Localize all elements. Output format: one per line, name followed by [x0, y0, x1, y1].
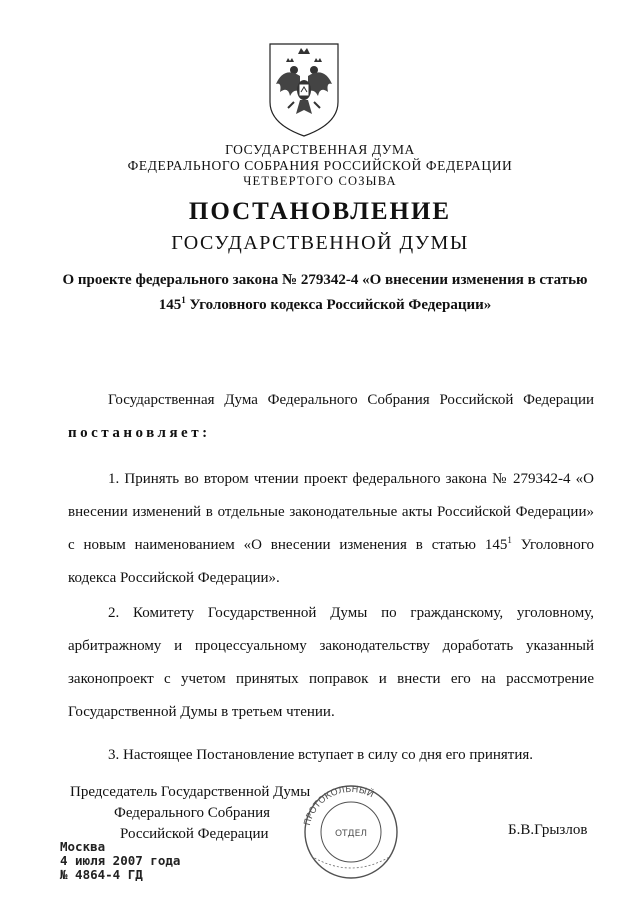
signatory-title-line1: Председатель Государственной Думы — [70, 784, 311, 800]
issue-details — [60, 840, 180, 882]
clause-2: 2. Комитету Государственной Думы по гражданскому, уголовному, арбитражному и процессуальному законодательству доработать указанный законопроект с учетом принятых поправок и внести его на рассмотрение Государственной Думы в третьем чтении. — [68, 605, 594, 720]
svg-text:ОТДЕЛ: ОТДЕЛ — [334, 829, 368, 839]
clause-1-text-end: Уголовного кодекса Российской Федерации». — [68, 537, 594, 586]
subject-text-2: Уголовного кодекса Российской Федерации» — [185, 297, 492, 313]
intro-text: Государственная Дума Федерального Собрания Российской Федерации — [108, 392, 594, 408]
signatory-title — [70, 782, 310, 845]
document-subtitle: ГОСУДАРСТВЕННОЙ ДУМЫ — [171, 232, 469, 254]
signatory-title-line2: Федерального Собрания — [114, 805, 271, 821]
signatory-title-line3: Российской Федерации — [120, 826, 269, 842]
issue-number: № 4864-4 ГД — [60, 867, 143, 882]
issue-date: 4 июля 2007 года — [60, 853, 181, 868]
convocation: ЧЕТВЕРТОГО СОЗЫВА — [243, 174, 397, 188]
document-title: ПОСТАНОВЛЕНИЕ — [188, 198, 452, 225]
signatory-name: Б.В.Грызлов — [508, 822, 588, 838]
subject-superscript: 1 — [181, 295, 186, 305]
official-seal-icon — [289, 776, 413, 880]
assembly-name: ФЕДЕРАЛЬНОГО СОБРАНИЯ РОССИЙСКОЙ ФЕДЕРАЦИИ — [127, 158, 513, 173]
svg-text:ПРОТОКОЛЬНЫЙ: ПРОТОКОЛЬНЫЙ — [302, 784, 376, 827]
resolves-verb: постановляет: — [68, 425, 211, 441]
subject-text-1: О проекте федерального закона № 279342-4 «О внесении изменения в статью 145 — [62, 272, 588, 313]
clause-1-text: 1. Принять во втором чтении проект федерального закона № 279342-4 «О внесении изменений в отдельные законодательные акты Российской Федерации» с новым наименованием «О внесении изменения в статью 145 — [68, 471, 594, 553]
clause-1 — [68, 463, 594, 595]
document-subject — [60, 270, 590, 315]
clause-1-superscript: 1 — [507, 535, 512, 545]
intro-paragraph — [68, 384, 594, 450]
parliament-name: ГОСУДАРСТВЕННАЯ ДУМА — [225, 142, 415, 157]
clause-3: 3. Настоящее Постановление вступает в силу со дня его принятия. — [108, 747, 534, 763]
issue-city: Москва — [60, 839, 106, 854]
coat-of-arms-icon — [266, 40, 342, 140]
